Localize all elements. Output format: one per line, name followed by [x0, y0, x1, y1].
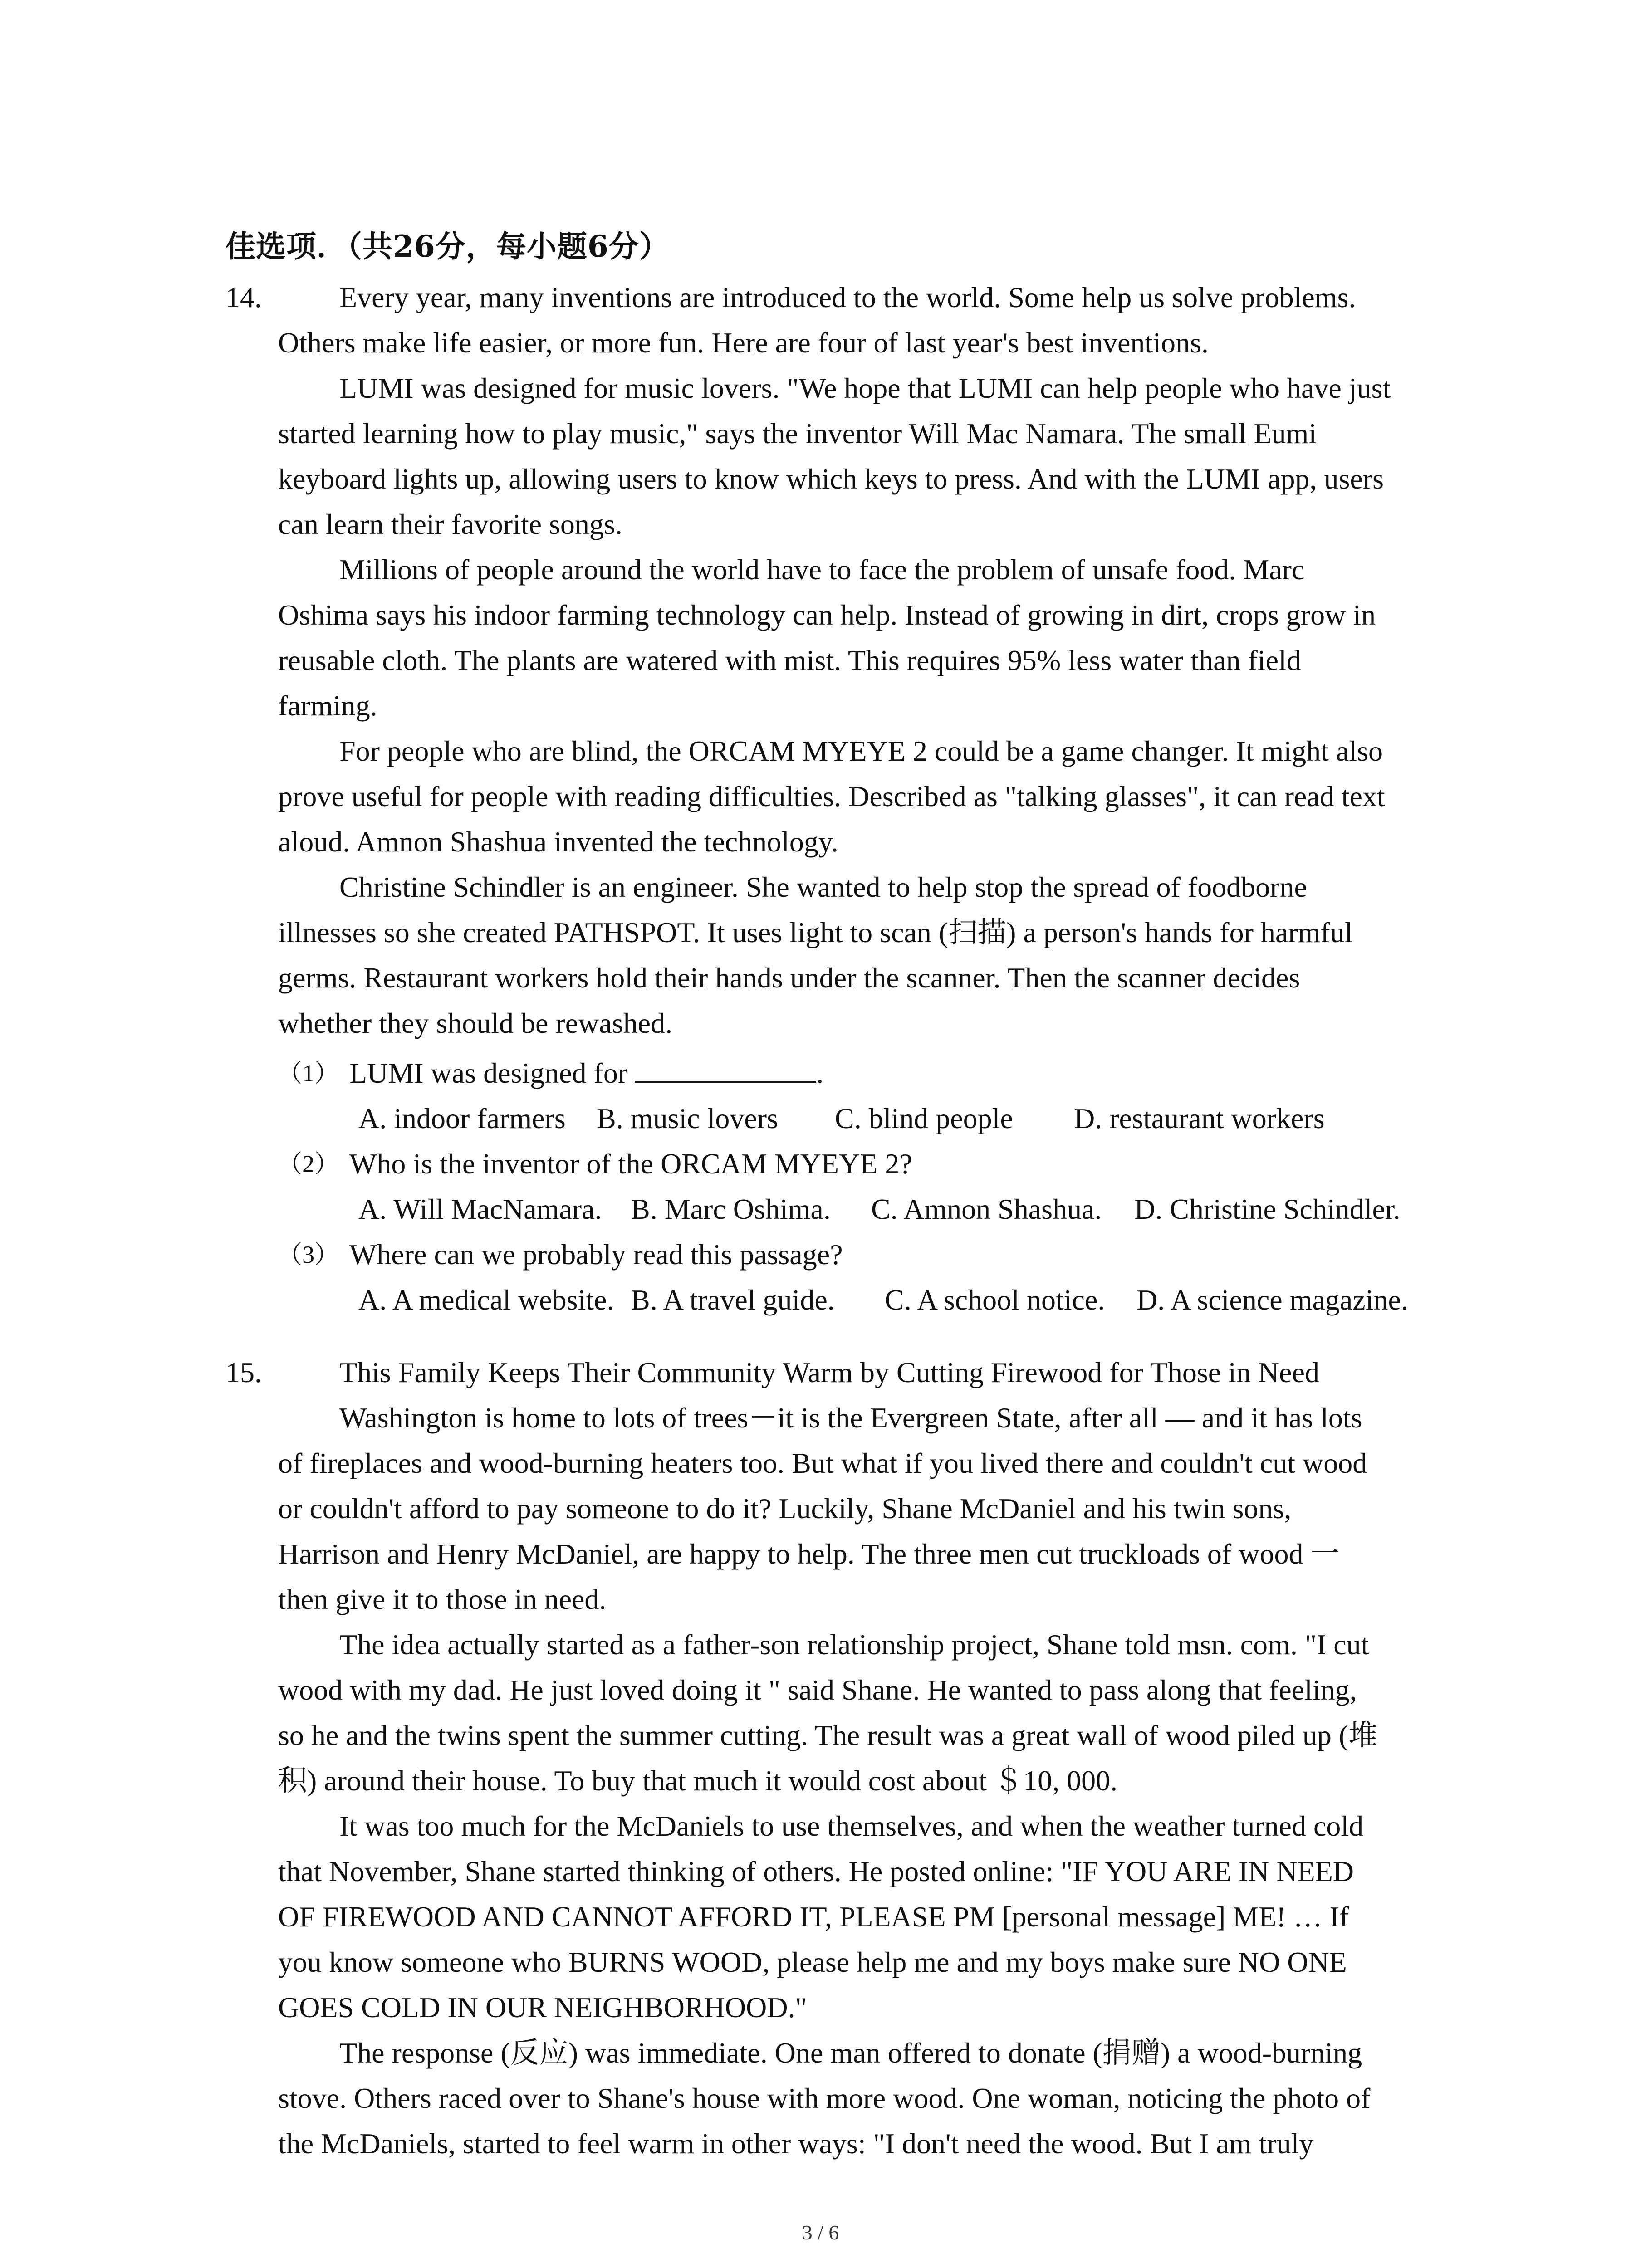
answer-option: D. A science magazine.: [1136, 1284, 1408, 1316]
passage-line: stove. Others raced over to Shane's house with more wood. One woman, noticing the photo of: [278, 2082, 1371, 2114]
passage-line: so he and the twins spent the summer cutting. The result was a great wall of wood piled up (堆: [278, 1719, 1378, 1751]
passage-line: Washington is home to lots of trees－it is the Evergreen State, after all — and it has lots: [339, 1402, 1362, 1434]
answer-option: A. Will MacNamara.: [358, 1193, 602, 1225]
sub-question-text: Where can we probably read this passage?: [349, 1238, 843, 1271]
passage-line: The response (反应) was immediate. One man offered to donate (捐赠) a wood-burning: [339, 2037, 1362, 2069]
passage-line: OF FIREWOOD AND CANNOT AFFORD IT, PLEASE PM [personal message] ME! … If: [278, 1901, 1349, 1933]
passage-line: or couldn't afford to pay someone to do it? Luckily, Shane McDaniel and his twin sons,: [278, 1492, 1292, 1525]
passage-line: aloud. Amnon Shashua invented the technology.: [278, 826, 838, 858]
answer-option: C. blind people: [835, 1102, 1013, 1134]
answer-option: C. Amnon Shashua.: [871, 1193, 1102, 1225]
passage-title: This Family Keeps Their Community Warm by Cutting Firewood for Those in Need: [339, 1356, 1319, 1388]
answer-option: B. Marc Oshima.: [631, 1193, 831, 1225]
passage-line: GOES COLD IN OUR NEIGHBORHOOD.": [278, 1991, 807, 2024]
answer-option: D. Christine Schindler.: [1134, 1193, 1401, 1225]
passage-line: you know someone who BURNS WOOD, please help me and my boys make sure NO ONE: [278, 1946, 1347, 1978]
answer-blank: [635, 1054, 816, 1083]
sub-question-number: （1）: [278, 1060, 339, 1087]
answer-option: C. A school notice.: [885, 1284, 1105, 1316]
answer-option: D. restaurant workers: [1074, 1102, 1325, 1134]
passage-line: farming.: [278, 689, 377, 722]
answer-option: B. music lovers: [597, 1102, 778, 1134]
passage-line: that November, Shane started thinking of others. He posted online: "IF YOU ARE IN NEED: [278, 1855, 1354, 1887]
passage-line: For people who are blind, the ORCAM MYEYE 2 could be a game changer. It might also: [339, 735, 1383, 767]
passage-line: It was too much for the McDaniels to use themselves, and when the weather turned cold: [339, 1810, 1364, 1842]
passage-line: the McDaniels, started to feel warm in other ways: "I don't need the wood. But I am truly: [278, 2127, 1314, 2160]
passage-line: started learning how to play music," says the inventor Will Mac Namara. The small Eumi: [278, 417, 1317, 450]
sub-question-number: （3）: [278, 1241, 339, 1268]
sub-question-text: [349, 1051, 823, 1095]
answer-option: B. A travel guide.: [631, 1284, 835, 1316]
passage-line: 积) around their house. To buy that much it would cost about ＄10, 000.: [278, 1765, 1118, 1797]
question-number-14: 14.: [225, 281, 262, 313]
passage-line: The idea actually started as a father-son relationship project, Shane told msn. com. "I cut: [339, 1628, 1369, 1661]
page-number: 3 / 6: [802, 2221, 839, 2244]
answer-option: A. A medical website.: [358, 1284, 614, 1316]
answer-option: A. indoor farmers: [358, 1102, 566, 1134]
sub-question-number: （2）: [278, 1150, 339, 1178]
passage-line: keyboard lights up, allowing users to know which keys to press. And with the LUMI app, users: [278, 463, 1384, 495]
passage-line: then give it to those in need.: [278, 1583, 607, 1615]
sub-question-stem: LUMI was designed for: [349, 1057, 628, 1089]
passage-line: Millions of people around the world have to face the problem of unsafe food. Marc: [339, 553, 1305, 586]
passage-line: illnesses so she created PATHSPOT. It uses light to scan (扫描) a person's hands for harmful: [278, 916, 1353, 948]
passage-line: Harrison and Henry McDaniel, are happy to help. The three men cut truckloads of wood 一: [278, 1538, 1340, 1570]
passage-line: wood with my dad. He just loved doing it " said Shane. He wanted to pass along that feeling,: [278, 1674, 1357, 1706]
passage-line: Every year, many inventions are introduced to the world. Some help us solve problems.: [339, 281, 1356, 313]
passage-line: prove useful for people with reading difficulties. Described as "talking glasses", it can read text: [278, 780, 1385, 812]
passage-line: can learn their favorite songs.: [278, 508, 622, 540]
sub-question-text: Who is the inventor of the ORCAM MYEYE 2?: [349, 1148, 912, 1180]
section-header: 佳选项．（共26分，每小题6分）: [225, 229, 670, 264]
passage-line: reusable cloth. The plants are watered with mist. This requires 95% less water than field: [278, 644, 1301, 676]
passage-line: Oshima says his indoor farming technology can help. Instead of growing in dirt, crops grow in: [278, 599, 1376, 631]
passage-line: Others make life easier, or more fun. Here are four of last year's best inventions.: [278, 327, 1209, 359]
passage-line: LUMI was designed for music lovers. "We hope that LUMI can help people who have just: [339, 372, 1391, 404]
passage-line: germs. Restaurant workers hold their hands under the scanner. Then the scanner decides: [278, 962, 1300, 994]
question-number-15: 15.: [225, 1356, 262, 1388]
sub-question-end: .: [816, 1057, 824, 1089]
passage-line: Christine Schindler is an engineer. She wanted to help stop the spread of foodborne: [339, 871, 1307, 903]
passage-line: of fireplaces and wood-burning heaters too. But what if you lived there and couldn't cut wood: [278, 1447, 1367, 1479]
passage-line: whether they should be rewashed.: [278, 1007, 673, 1039]
